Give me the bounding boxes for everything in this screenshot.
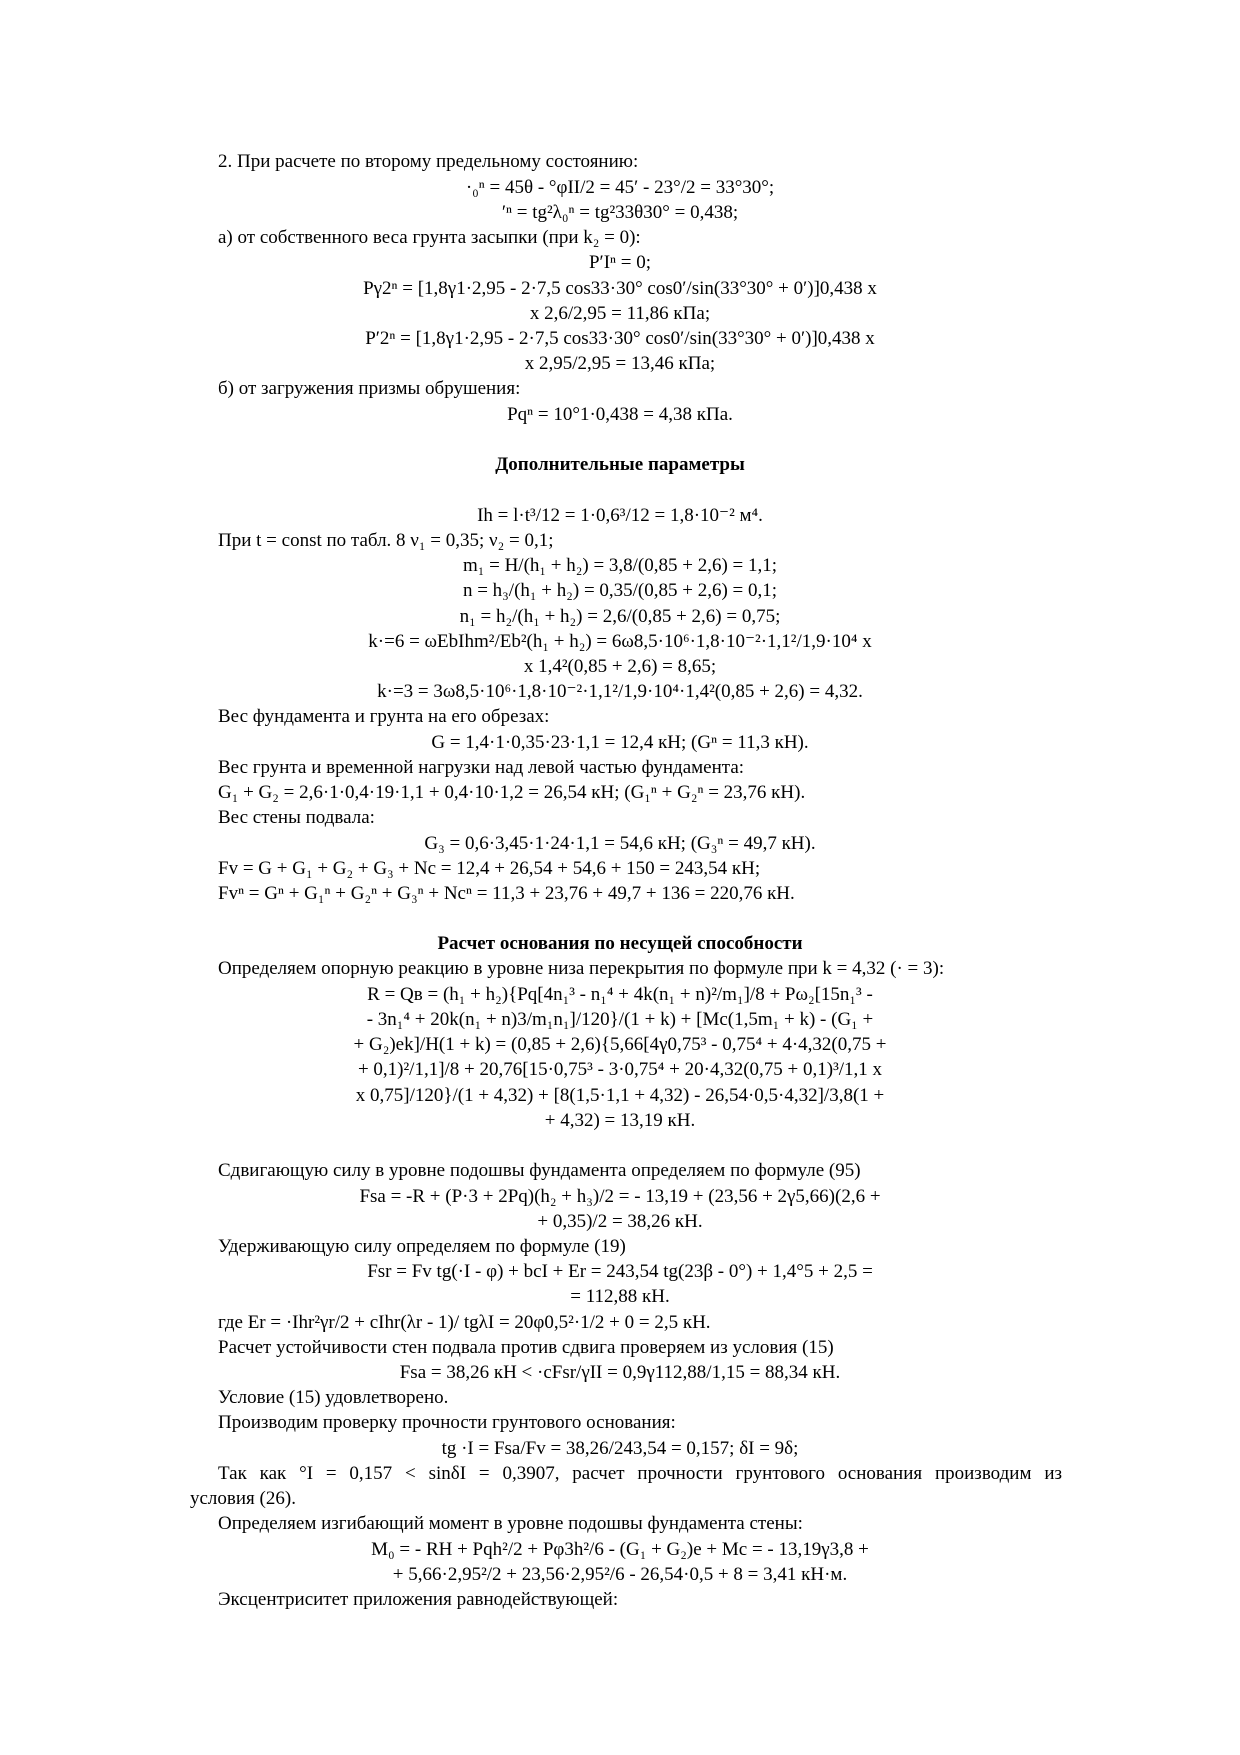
formula-line: R = Qв = (h₁ + h₂){Pq[4n₁³ - n₁⁴ + 4k(n₁ + n)²/m₁]/8 + Pω₂[15n₁³ - — [367, 984, 873, 1005]
formula-line: x 0,75]/120}/(1 + 4,32) + [8(1,5·1,1 + 4,32) - 26,54·0,5·4,32]/3,8(1 + — [355, 1085, 885, 1106]
formula-line: Fsa = -R + (P·3 + 2Pq)(h₂ + h₃)/2 = - 13,19 + (23,56 + 2γ5,66)(2,6 + — [359, 1186, 881, 1207]
formula-line: Pqⁿ = 10°1·0,438 = 4,38 кПа. — [507, 404, 733, 425]
text-line: 2. При расчете по второму предельному состоянию: — [218, 151, 639, 172]
formula-line: - 3n₁⁴ + 20k(n₁ + n)3/m₁n₁]/120}/(1 + k) + [Mc(1,5m₁ + k) - (G₁ + — [366, 1009, 874, 1030]
formula-line: x 2,6/2,95 = 11,86 кПа; — [529, 303, 711, 324]
formula-line: tg ·I = Fsa/Fv = 38,26/243,54 = 0,157; δI = 9δ; — [441, 1438, 799, 1459]
text-line: Производим проверку прочности грунтового основания: — [218, 1412, 676, 1433]
formula-line: Fsa = 38,26 кН < ·cFsr/γII = 0,9γ112,88/1,15 = 88,34 кН. — [399, 1362, 841, 1383]
text-line: Вес фундамента и грунта на его обрезах: — [218, 706, 550, 727]
formula-line: x 2,95/2,95 = 13,46 кПа; — [524, 353, 716, 374]
formula-line: P′Iⁿ = 0; — [588, 252, 652, 273]
text-line: условия (26). — [190, 1488, 296, 1509]
formula-line: G₁ + G₂ = 2,6·1·0,4·19·1,1 + 0,4·10·1,2 = 26,54 кН; (G₁ⁿ + G₂ⁿ = 23,76 кН). — [218, 782, 806, 803]
formula-line: Fsr = Fv tg(·I - φ) + bcI + Er = 243,54 tg(23β - 0°) + 1,4°5 + 2,5 = — [367, 1261, 873, 1282]
formula-line: где Er = ·Ihr²γr/2 + cIhr(λr - 1)/ tgλI = 20φ0,5²·1/2 + 0 = 2,5 кН. — [218, 1312, 711, 1333]
formula-line: P′2ⁿ = [1,8γ1·2,95 - 2·7,5 cos33·30° cos0′/sin(33°30° + 0′)]0,438 x — [365, 328, 875, 349]
formula-line: + 4,32) = 13,19 кН. — [544, 1110, 696, 1131]
formula-line: k·=6 = ωEbIhm²/Eb²(h₁ + h₂) = 6ω8,5·10⁶·1,8·10⁻²·1,1²/1,9·10⁴ x — [368, 631, 872, 652]
text-line: Удерживающую силу определяем по формуле (19) — [218, 1236, 626, 1257]
formula-line: n₁ = h₂/(h₁ + h₂) = 2,6/(0,85 + 2,6) = 0,75; — [459, 606, 781, 627]
text-line: При t = const по табл. 8 ν₁ = 0,35; ν₂ = 0,1; — [218, 530, 554, 551]
text-line: Вес грунта и временной нагрузки над левой частью фундамента: — [218, 757, 745, 778]
text-line: Эксцентриситет приложения равнодействующей: — [218, 1589, 619, 1610]
formula-line: G = 1,4·1·0,35·23·1,1 = 12,4 кН; (Gⁿ = 11,3 кН). — [431, 732, 809, 753]
text-line: а) от собственного веса грунта засыпки (при k₂ = 0): — [218, 227, 641, 248]
text-line: Определяем изгибающий момент в уровне подошвы фундамента стены: — [218, 1513, 803, 1534]
formula-line: = 112,88 кН. — [570, 1286, 670, 1307]
text-line: Так как °I = 0,157 < sinδI = 0,3907, расчет прочности грунтового основания производим из — [218, 1463, 1062, 1484]
formula-line: ·₀ⁿ = 45θ - °φII/2 = 45′ - 23°/2 = 33°30°; — [465, 177, 775, 198]
formula-line: + 5,66·2,95²/2 + 23,56·2,95²/6 - 26,54·0,5 + 8 = 3,41 кН·м. — [392, 1564, 848, 1585]
formula-line: Fv = G + G₁ + G₂ + G₃ + Nc = 12,4 + 26,54 + 54,6 + 150 = 243,54 кН; — [218, 858, 761, 879]
text-line: Условие (15) удовлетворено. — [218, 1387, 449, 1408]
formula-line: Pγ2ⁿ = [1,8γ1·2,95 - 2·7,5 cos33·30° cos0′/sin(33°30° + 0′)]0,438 x — [363, 278, 877, 299]
formula-line: n = h₃/(h₁ + h₂) = 0,35/(0,85 + 2,6) = 0,1; — [462, 580, 778, 601]
formula-line: + 0,35)/2 = 38,26 кН. — [537, 1211, 703, 1232]
text-line: б) от загружения призмы обрушения: — [218, 378, 521, 399]
section-heading: Расчет основания по несущей способности — [437, 933, 803, 954]
formula-line: m₁ = H/(h₁ + h₂) = 3,8/(0,85 + 2,6) = 1,1; — [462, 555, 778, 576]
formula-line: k·=3 = 3ω8,5·10⁶·1,8·10⁻²·1,1²/1,9·10⁴·1,4²(0,85 + 2,6) = 4,32. — [377, 681, 863, 702]
section-heading: Дополнительные параметры — [495, 454, 745, 475]
formula-line: x 1,4²(0,85 + 2,6) = 8,65; — [523, 656, 717, 677]
text-line: Расчет устойчивости стен подвала против сдвига проверяем из условия (15) — [218, 1337, 834, 1358]
text-line: Вес стены подвала: — [218, 807, 375, 828]
formula-line: ′ⁿ = tg²λ₀ⁿ = tg²33θ30° = 0,438; — [501, 202, 739, 223]
text-line: Сдвигающую силу в уровне подошвы фундамента определяем по формуле (95) — [218, 1160, 861, 1181]
formula-line: Fvⁿ = Gⁿ + G₁ⁿ + G₂ⁿ + G₃ⁿ + Ncⁿ = 11,3 + 23,76 + 49,7 + 136 = 220,76 кН. — [218, 883, 795, 904]
formula-line: + 0,1)²/1,1]/8 + 20,76[15·0,75³ - 3·0,75⁴ + 20·4,32(0,75 + 0,1)³/1,1 x — [357, 1059, 883, 1080]
formula-line: Ih = l·t³/12 = 1·0,6³/12 = 1,8·10⁻² м⁴. — [477, 505, 763, 526]
formula-line: M₀ = - RH + Pqh²/2 + Pφ3h²/6 - (G₁ + G₂)e + Mc = - 13,19γ3,8 + — [371, 1539, 869, 1560]
formula-line: + G₂)ek]/H(1 + k) = (0,85 + 2,6){5,66[4γ0,75³ - 0,75⁴ + 4·4,32(0,75 + — [353, 1034, 887, 1055]
text-line: Определяем опорную реакцию в уровне низа перекрытия по формуле при k = 4,32 (· = 3): — [218, 958, 945, 979]
formula-line: G₃ = 0,6·3,45·1·24·1,1 = 54,6 кН; (G₃ⁿ = 49,7 кН). — [424, 833, 816, 854]
